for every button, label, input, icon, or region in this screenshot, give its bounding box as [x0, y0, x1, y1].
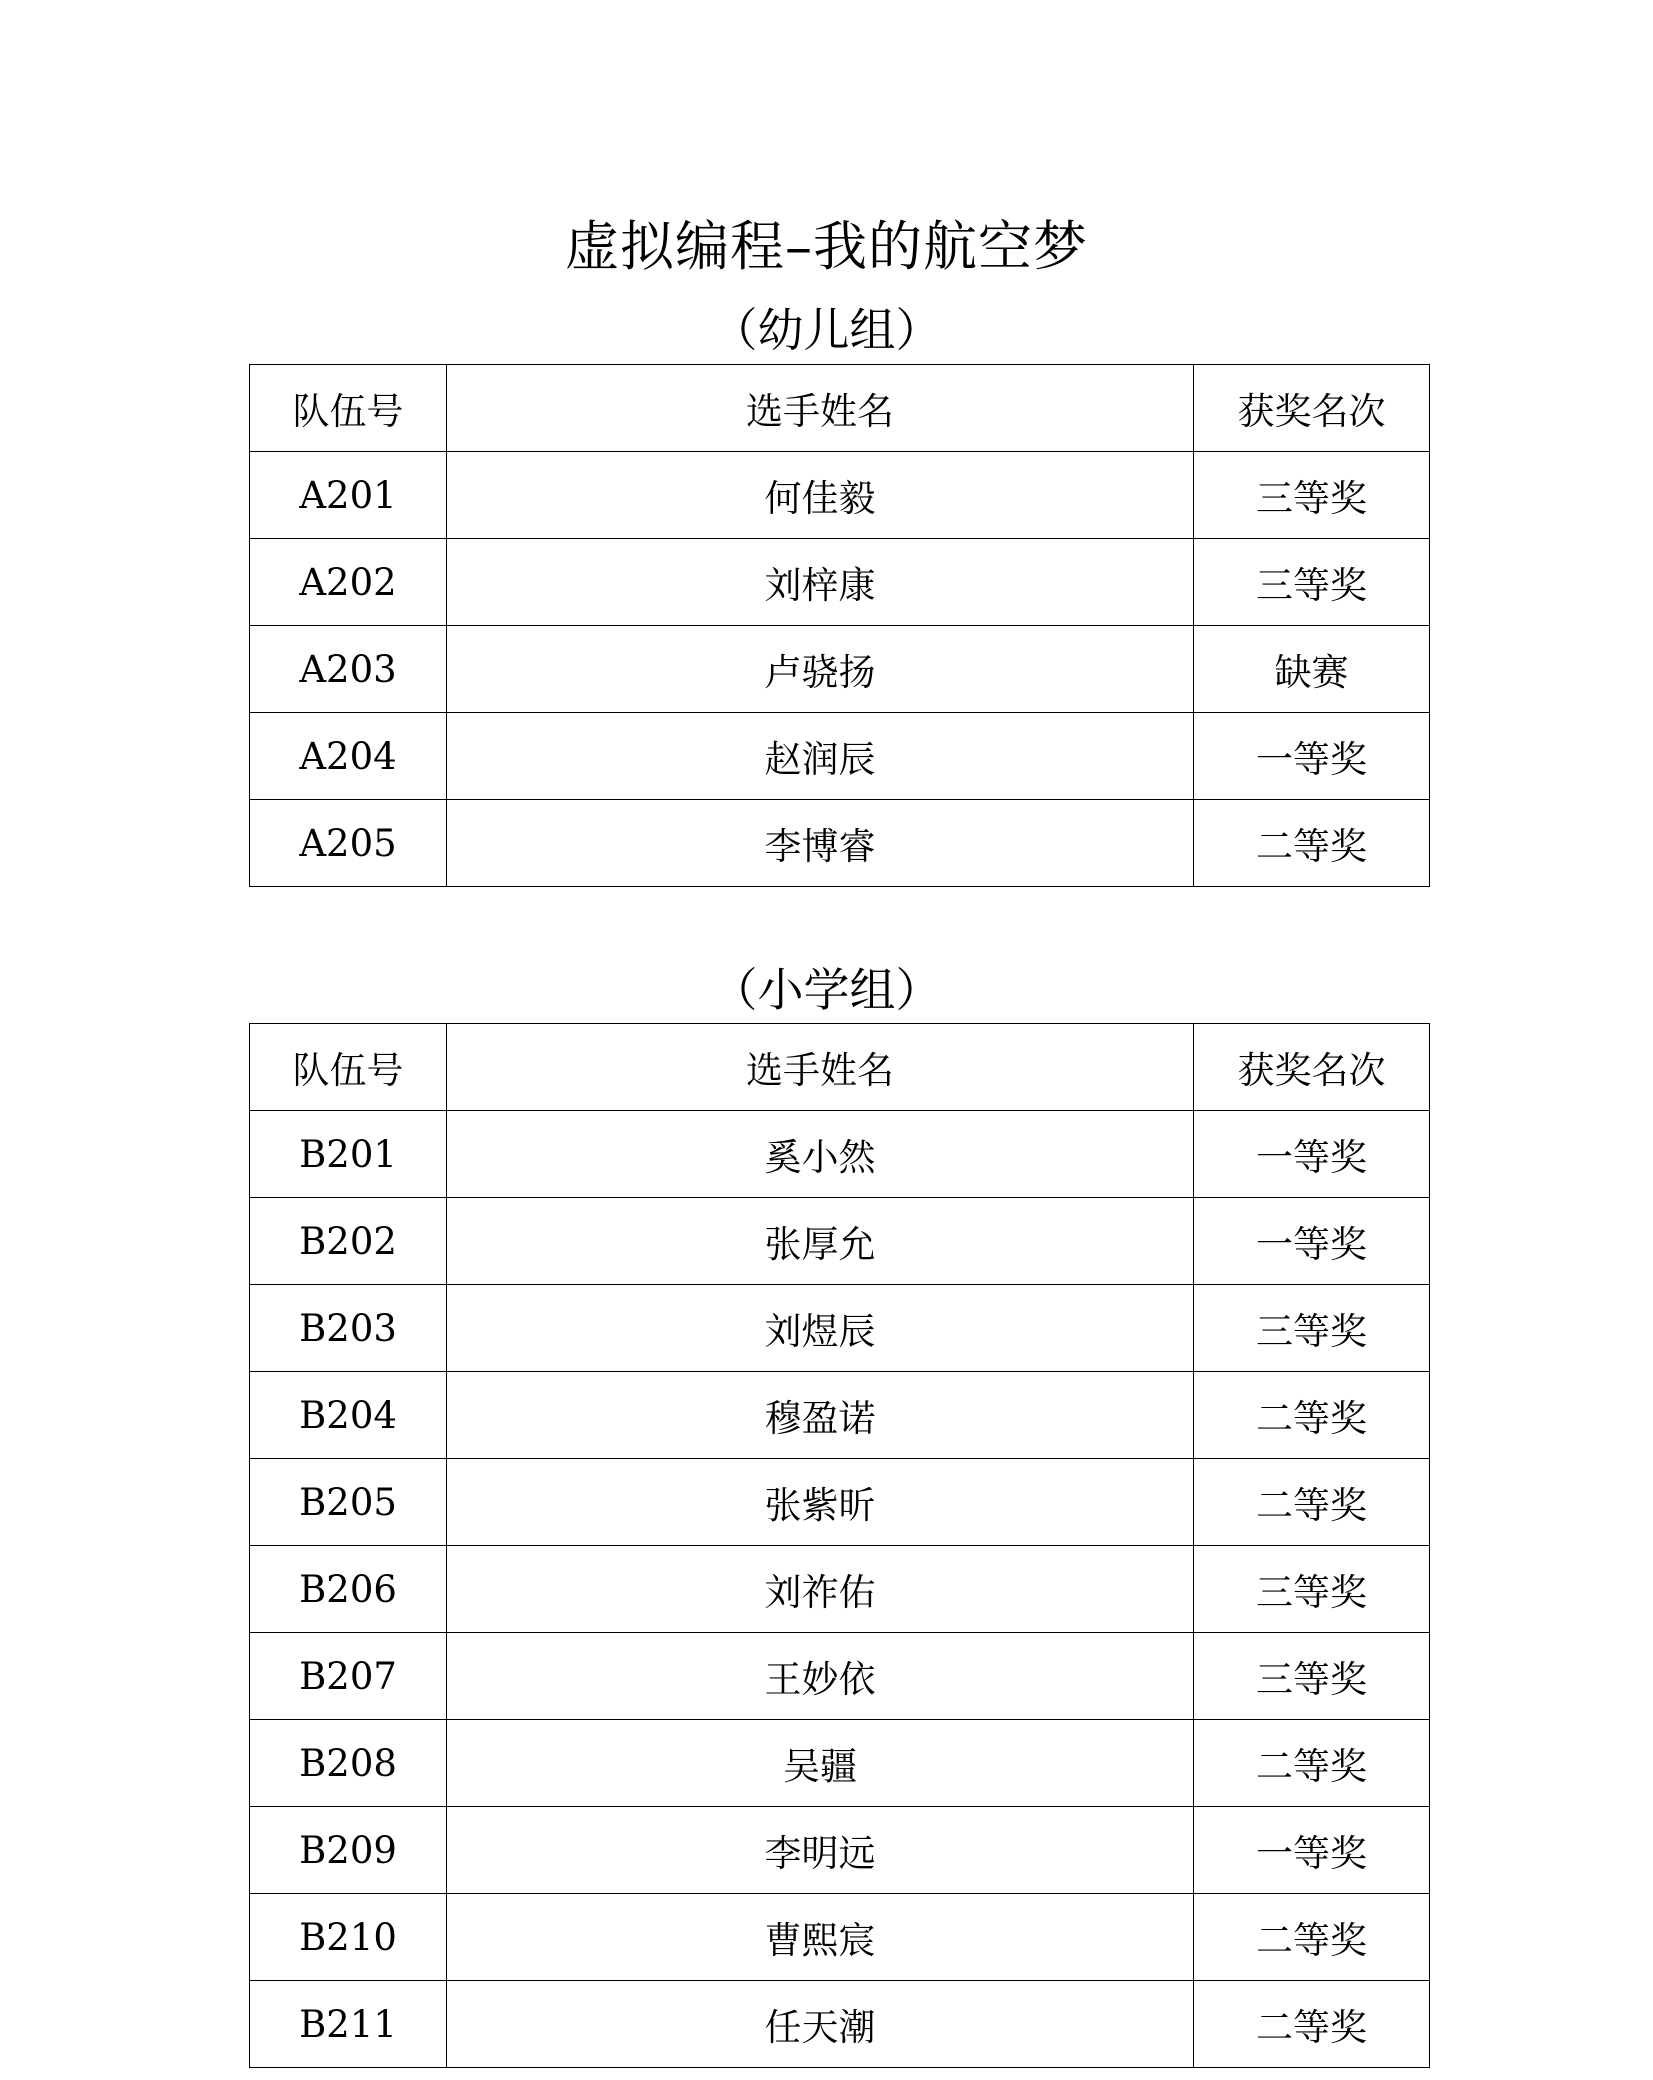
open-paren: （ [711, 303, 758, 357]
close-paren: ） [895, 303, 942, 357]
player-name-cell: 张紫昕 [447, 1459, 1194, 1546]
team-no-cell: A202 [250, 539, 447, 626]
table-header-row [250, 1024, 1430, 1111]
team-no-cell: B206 [250, 1546, 447, 1633]
table-row [250, 1546, 1430, 1633]
award-cell: 一等奖 [1194, 1198, 1430, 1285]
team-no-cell: B210 [250, 1894, 447, 1981]
team-no-cell: A203 [250, 626, 447, 713]
table-row [250, 626, 1430, 713]
team-no-cell: B209 [250, 1807, 447, 1894]
close-paren: ） [895, 963, 942, 1017]
header-team-no: 队伍号 [250, 365, 447, 452]
player-name-cell: 王妙依 [447, 1633, 1194, 1720]
team-no-cell: A205 [250, 800, 447, 887]
award-cell: 三等奖 [1194, 1546, 1430, 1633]
team-no-cell: B211 [250, 1981, 447, 2068]
player-name-cell: 刘煜辰 [447, 1285, 1194, 1372]
award-cell: 三等奖 [1194, 539, 1430, 626]
header-player-name: 选手姓名 [447, 365, 1194, 452]
open-paren: （ [711, 963, 758, 1017]
group-name: 小学组 [757, 963, 896, 1017]
award-cell: 二等奖 [1194, 1372, 1430, 1459]
player-name-cell: 穆盈诺 [447, 1372, 1194, 1459]
header-player-name: 选手姓名 [447, 1024, 1194, 1111]
group-name: 幼儿组 [757, 303, 896, 357]
table-row [250, 713, 1430, 800]
award-cell: 一等奖 [1194, 713, 1430, 800]
award-cell: 二等奖 [1194, 1720, 1430, 1807]
player-name-cell: 赵润辰 [447, 713, 1194, 800]
team-no-cell: B204 [250, 1372, 447, 1459]
player-name-cell: 曹熙宸 [447, 1894, 1194, 1981]
table-row [250, 1372, 1430, 1459]
player-name-cell: 张厚允 [447, 1198, 1194, 1285]
team-no-cell: B201 [250, 1111, 447, 1198]
header-award: 获奖名次 [1194, 365, 1430, 452]
table-row [250, 1894, 1430, 1981]
table-header-row [250, 365, 1430, 452]
award-cell: 二等奖 [1194, 1894, 1430, 1981]
table-row [250, 1981, 1430, 2068]
player-name-cell: 任天潮 [447, 1981, 1194, 2068]
team-no-cell: B208 [250, 1720, 447, 1807]
award-cell: 二等奖 [1194, 800, 1430, 887]
results-table-primary-school [249, 1023, 1430, 2068]
table-row [250, 1285, 1430, 1372]
group-title-kindergarten [0, 296, 1653, 364]
document-title: 虚拟编程–我的航空梦 [565, 215, 1088, 278]
team-no-cell: B207 [250, 1633, 447, 1720]
team-no-cell: A201 [250, 452, 447, 539]
table-row [250, 1720, 1430, 1807]
header-award: 获奖名次 [1194, 1024, 1430, 1111]
table-row [250, 1111, 1430, 1198]
player-name-cell: 何佳毅 [447, 452, 1194, 539]
table-row [250, 539, 1430, 626]
player-name-cell: 李明远 [447, 1807, 1194, 1894]
team-no-cell: B202 [250, 1198, 447, 1285]
team-no-cell: B203 [250, 1285, 447, 1372]
player-name-cell: 卢骁扬 [447, 626, 1194, 713]
table-row [250, 1633, 1430, 1720]
table-row [250, 1198, 1430, 1285]
table-row [250, 1807, 1430, 1894]
award-cell: 三等奖 [1194, 1285, 1430, 1372]
table-row [250, 800, 1430, 887]
award-cell: 二等奖 [1194, 1459, 1430, 1546]
team-no-cell: A204 [250, 713, 447, 800]
group-title-primary-school [0, 956, 1653, 1024]
table-row [250, 452, 1430, 539]
award-cell: 一等奖 [1194, 1807, 1430, 1894]
player-name-cell: 吴疆 [447, 1720, 1194, 1807]
team-no-cell: B205 [250, 1459, 447, 1546]
player-name-cell: 刘梓康 [447, 539, 1194, 626]
table-row [250, 1459, 1430, 1546]
award-cell: 三等奖 [1194, 1633, 1430, 1720]
award-cell: 三等奖 [1194, 452, 1430, 539]
award-cell: 二等奖 [1194, 1981, 1430, 2068]
award-cell: 缺赛 [1194, 626, 1430, 713]
player-name-cell: 刘祚佑 [447, 1546, 1194, 1633]
player-name-cell: 李博睿 [447, 800, 1194, 887]
results-table-kindergarten [249, 364, 1430, 887]
player-name-cell: 奚小然 [447, 1111, 1194, 1198]
header-team-no: 队伍号 [250, 1024, 447, 1111]
award-cell: 一等奖 [1194, 1111, 1430, 1198]
